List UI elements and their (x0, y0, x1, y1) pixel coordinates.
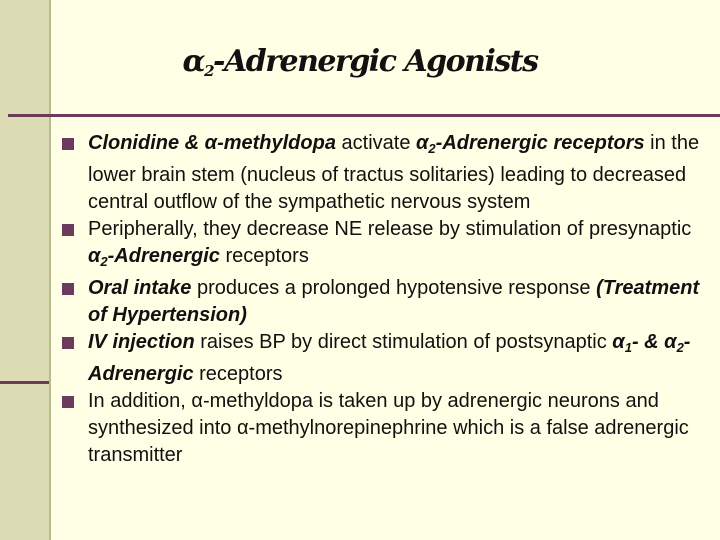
iv-injection-term: IV injection (88, 331, 195, 353)
slide-title (0, 44, 720, 80)
bullet-text: in the lower brain stem (nucleus of tractus solitaries) leading to decreased central outflow of the sympathetic nervous system (88, 132, 700, 213)
subscript: 2 (676, 340, 684, 355)
title-rest: -Adrenergic Agonists (213, 44, 538, 79)
bullet-item (62, 216, 712, 275)
bullet-text: In addition, α-methyldopa is taken up by adrenergic neurons and synthesized into α-methylnorepinephrine which is a false adrenergic transmitter (88, 390, 689, 466)
subscript: 1 (624, 340, 632, 355)
bullet-square-icon (62, 138, 74, 150)
bullet-square-icon (62, 224, 74, 236)
alpha-symbol: α (416, 132, 429, 154)
receptor-term: -Adrenergic (88, 331, 691, 385)
title-subscript: 2 (204, 62, 214, 80)
bullet-item (62, 130, 712, 216)
bullet-item (62, 275, 712, 329)
subscript: 2 (428, 141, 436, 156)
bullet-item (62, 388, 712, 469)
oral-intake-term: Oral intake (88, 277, 192, 299)
receptor-term: -Adrenergic (107, 245, 220, 267)
alpha-symbol: α (612, 331, 625, 353)
subscript: 2 (100, 254, 108, 269)
bullet-text: Peripherally, they decrease NE release by stimulation of presynaptic (88, 218, 692, 240)
bullet-text: receptors (219, 245, 309, 267)
bullet-square-icon (62, 396, 74, 408)
bullet-text: activate (335, 132, 417, 154)
bullet-square-icon (62, 337, 74, 349)
bullet-text: receptors (193, 363, 283, 385)
bullet-list (62, 130, 712, 469)
alpha-symbol: α (88, 245, 101, 267)
bullet-text: produces a prolonged hypotensive response (191, 277, 597, 299)
title-alpha: α (182, 44, 205, 79)
connector-text: - & (631, 331, 665, 353)
bullet-square-icon (62, 283, 74, 295)
left-decorative-band (0, 0, 49, 540)
treatment-note: (Treatment of Hypertension) (88, 277, 700, 326)
drug-names: Clonidine & α-methyldopa (88, 132, 336, 154)
receptor-term: -Adrenergic receptors (435, 132, 645, 154)
bullet-item (62, 329, 712, 388)
left-accent-notch (0, 381, 49, 384)
left-vertical-rule (49, 0, 51, 540)
title-underline-rule (8, 114, 720, 117)
bullet-text: raises BP by direct stimulation of postsynaptic (194, 331, 613, 353)
alpha-symbol: α (664, 331, 677, 353)
